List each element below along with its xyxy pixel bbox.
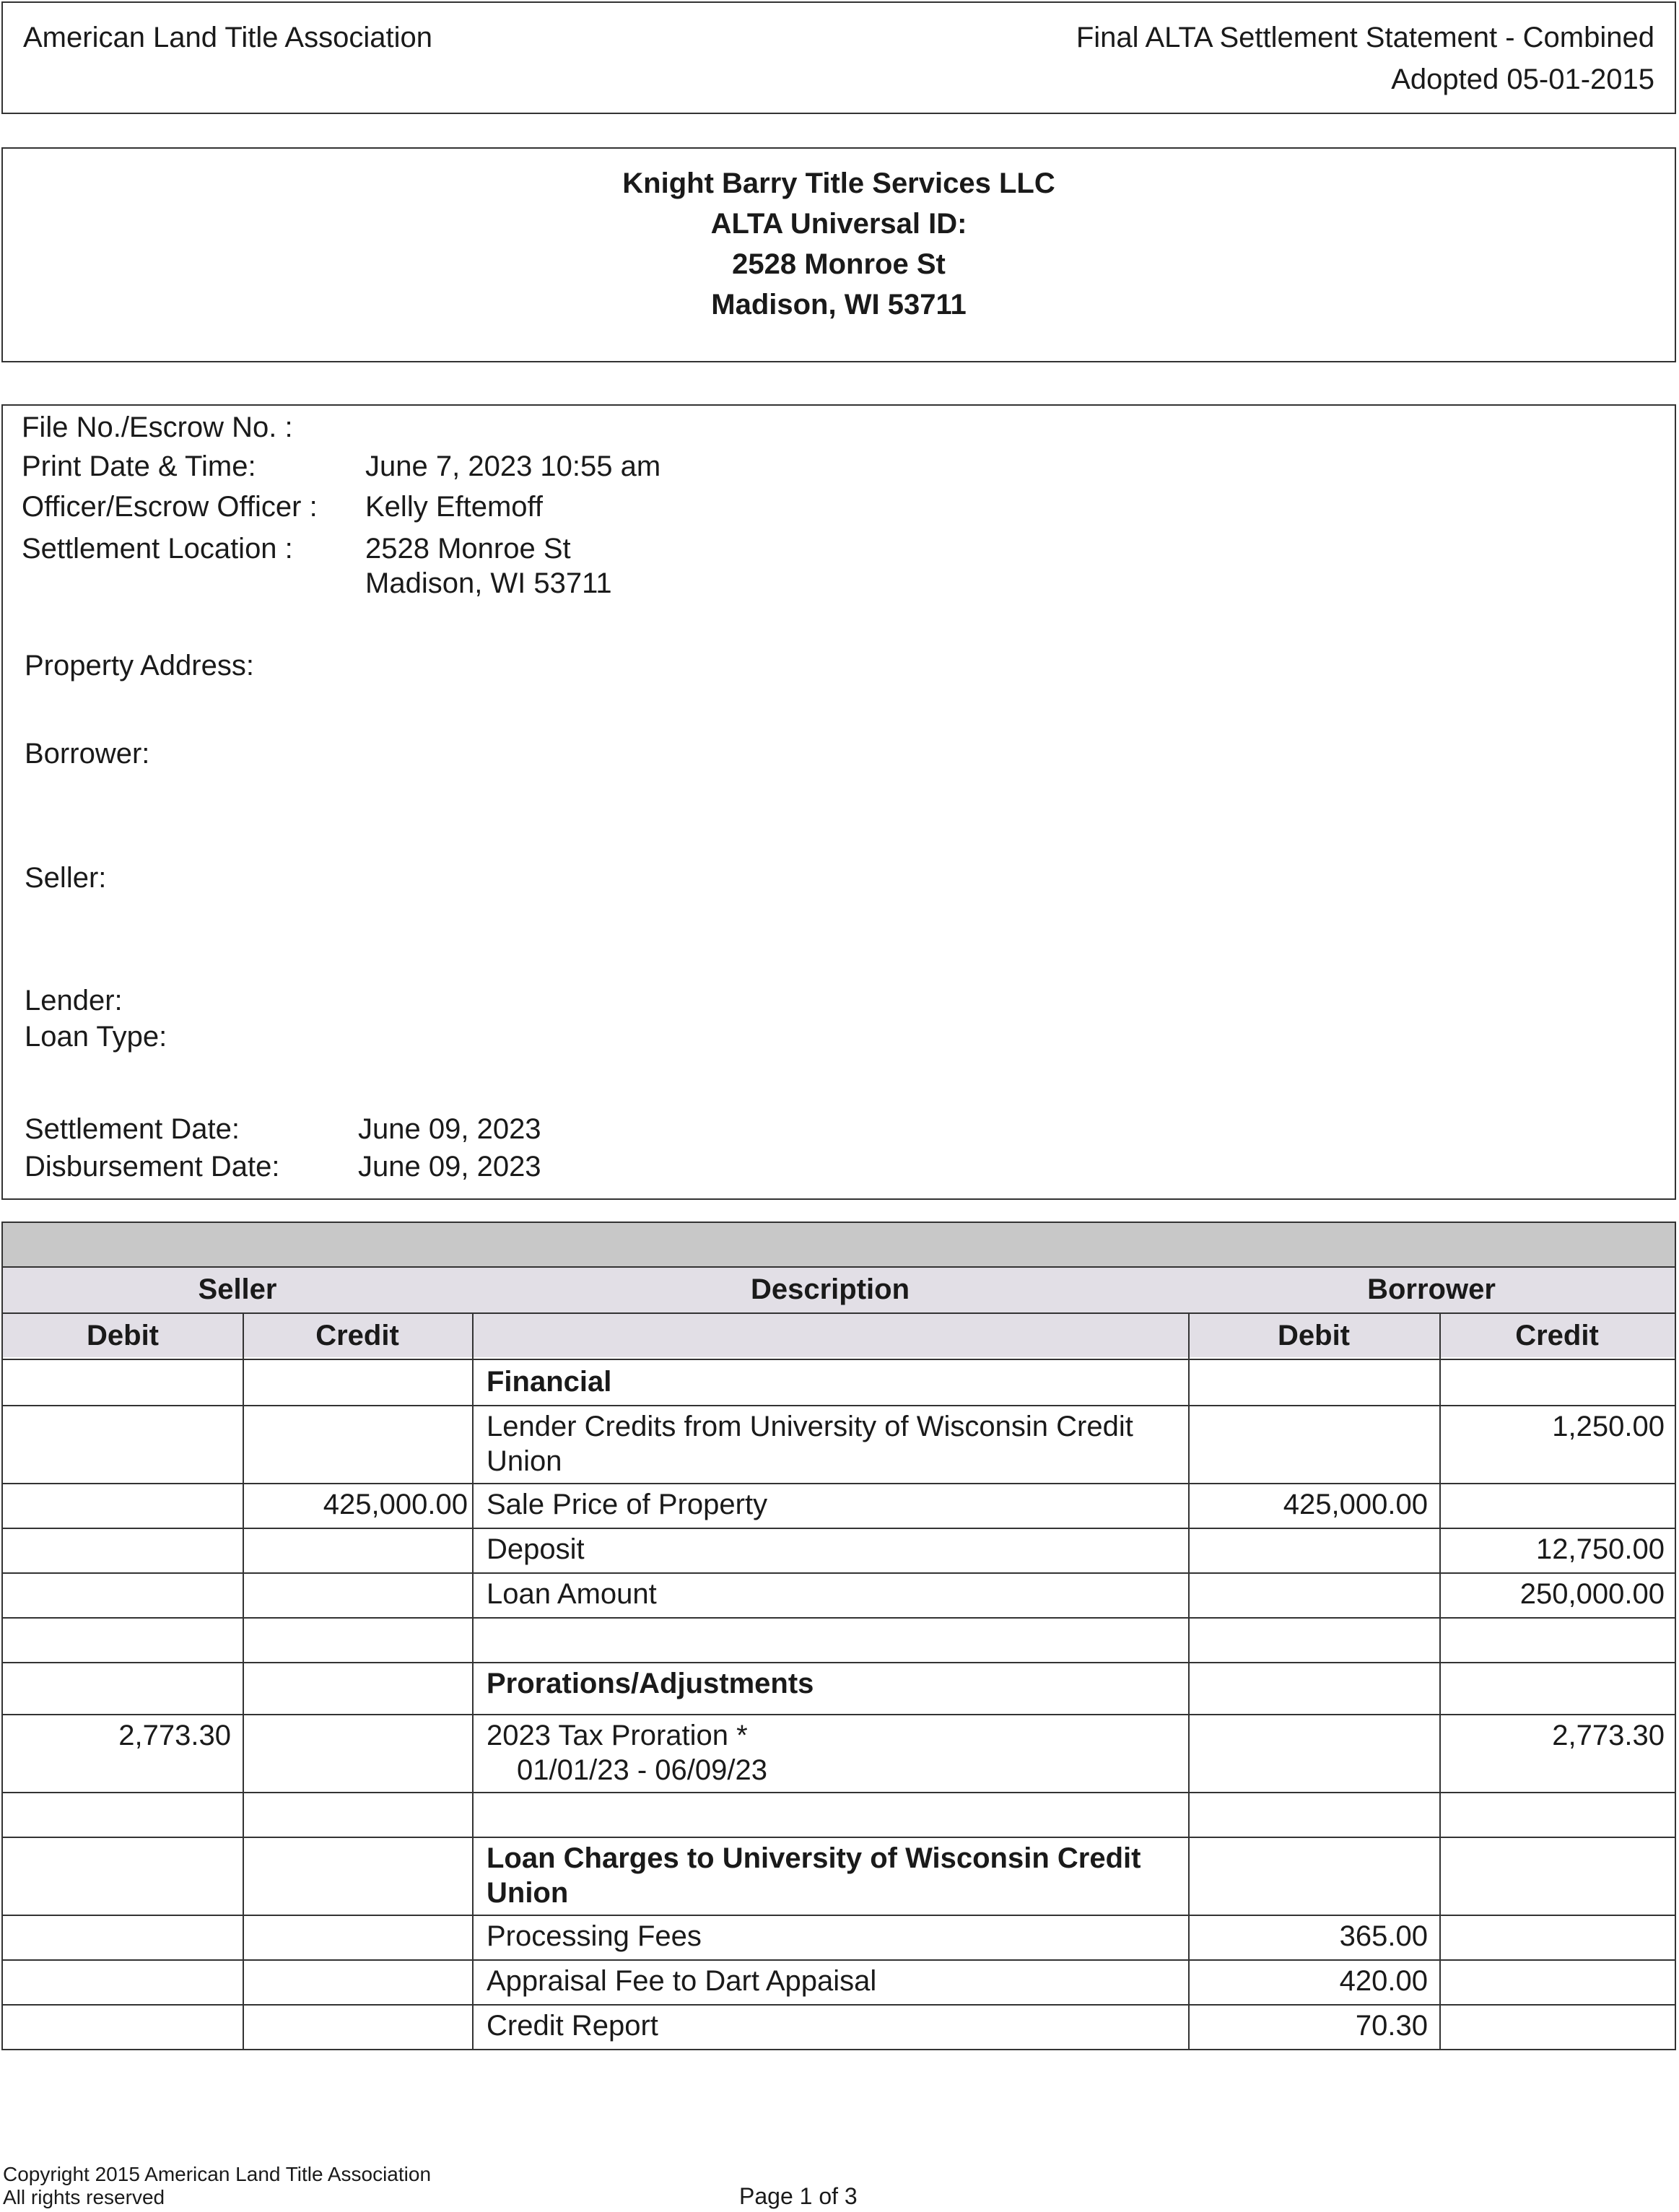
disbursement-date-value: June 09, 2023 (358, 1151, 541, 1183)
page-number: Page 1 of 3 (739, 2183, 858, 2209)
borrower-debit-cell: 425,000.00 (1283, 1489, 1428, 1520)
row-rule (3, 1959, 1675, 1961)
settlement-date-label: Settlement Date: (25, 1113, 240, 1145)
seller-debit-header: Debit (87, 1320, 159, 1351)
borrower-debit-cell: 70.30 (1355, 2010, 1428, 2042)
description-cell: 2023 Tax Proration * (487, 1720, 748, 1751)
alta-universal-id: ALTA Universal ID: (710, 208, 967, 240)
table-top-bar (3, 1223, 1675, 1268)
borrower-credit-cell: 12,750.00 (1536, 1533, 1665, 1565)
borrower-credit-cell: 1,250.00 (1552, 1411, 1665, 1442)
settlement-table (1, 1222, 1676, 2050)
disbursement-date-label: Disbursement Date: (25, 1151, 280, 1183)
lender-label: Lender: (25, 985, 123, 1016)
borrower-debit-cell: 420.00 (1339, 1965, 1428, 1997)
property-address-label: Property Address: (25, 650, 254, 682)
settlement-info (1, 404, 1676, 1200)
description-cell-line2: Union (487, 1877, 569, 1909)
borrower-credit-cell: 2,773.30 (1552, 1720, 1665, 1751)
row-rule (3, 1572, 1675, 1574)
description-cell: Appraisal Fee to Dart Appaisal (487, 1965, 877, 1997)
seller-credit-cell: 425,000.00 (323, 1489, 468, 1520)
company-name: Knight Barry Title Services LLC (622, 167, 1055, 199)
settlement-location-line2: Madison, WI 53711 (365, 567, 612, 599)
table-rule (3, 1359, 1675, 1360)
borrower-header: Borrower (1367, 1273, 1496, 1305)
statement-title: Final ALTA Settlement Statement - Combined (1076, 22, 1654, 53)
description-cell: Prorations/Adjustments (487, 1668, 814, 1699)
row-rule (3, 2004, 1675, 2006)
print-date-label: Print Date & Time: (22, 450, 256, 482)
column-divider (472, 1360, 474, 2049)
description-cell: Loan Amount (487, 1578, 657, 1610)
document-header (1, 1, 1676, 114)
row-rule (3, 1617, 1675, 1619)
description-cell: Credit Report (487, 2010, 658, 2042)
copyright-text: Copyright 2015 American Land Title Association (3, 2163, 432, 2185)
officer-value: Kelly Eftemoff (365, 491, 544, 523)
description-cell: Loan Charges to University of Wisconsin Credit (487, 1842, 1141, 1874)
column-divider (472, 1312, 474, 1359)
company-block (1, 147, 1676, 362)
row-rule (3, 1483, 1675, 1484)
row-rule (3, 1662, 1675, 1663)
borrower-credit-header: Credit (1515, 1320, 1599, 1351)
row-rule (3, 1915, 1675, 1916)
company-street: 2528 Monroe St (732, 248, 946, 280)
association-name: American Land Title Association (23, 22, 432, 53)
column-divider (243, 1312, 244, 1359)
rights-text: All rights reserved (3, 2186, 165, 2208)
row-rule (3, 1405, 1675, 1406)
row-rule (3, 2049, 1675, 2050)
loan-type-label: Loan Type: (25, 1021, 167, 1053)
seller-header: Seller (198, 1273, 277, 1305)
column-divider (1439, 1360, 1441, 2049)
settlement-date-value: June 09, 2023 (358, 1113, 541, 1145)
row-rule (3, 1528, 1675, 1529)
description-header: Description (750, 1273, 910, 1305)
row-rule (3, 1714, 1675, 1715)
print-date-value: June 7, 2023 10:55 am (365, 450, 661, 482)
column-divider (1188, 1360, 1190, 2049)
copyright-notice (3, 2163, 431, 2209)
description-cell: Processing Fees (487, 1920, 702, 1952)
column-divider (1439, 1312, 1441, 1359)
file-number-label: File No./Escrow No. : (22, 412, 293, 443)
officer-label: Officer/Escrow Officer : (22, 491, 318, 523)
description-cell-line2: Union (487, 1445, 562, 1477)
settlement-location-label: Settlement Location : (22, 533, 293, 565)
borrower-debit-cell: 365.00 (1339, 1920, 1428, 1952)
description-cell-line2: 01/01/23 - 06/09/23 (517, 1754, 767, 1786)
description-cell: Financial (487, 1366, 612, 1398)
adopted-date: Adopted 05-01-2015 (1391, 64, 1654, 95)
settlement-location-line1: 2528 Monroe St (365, 533, 571, 565)
seller-debit-cell: 2,773.30 (118, 1720, 231, 1751)
borrower-credit-cell: 250,000.00 (1519, 1578, 1665, 1610)
seller-label: Seller: (25, 862, 107, 894)
column-divider (243, 1360, 244, 2049)
borrower-label: Borrower: (25, 738, 150, 770)
table-rule (3, 1266, 1675, 1268)
description-cell: Deposit (487, 1533, 585, 1565)
column-divider (1188, 1312, 1190, 1359)
description-cell: Sale Price of Property (487, 1489, 768, 1520)
seller-credit-header: Credit (315, 1320, 399, 1351)
borrower-debit-header: Debit (1278, 1320, 1350, 1351)
company-city: Madison, WI 53711 (711, 289, 967, 321)
row-rule (3, 1792, 1675, 1793)
description-cell: Lender Credits from University of Wisconsin Credit (487, 1411, 1133, 1442)
table-rule (3, 1312, 1675, 1314)
row-rule (3, 1837, 1675, 1838)
